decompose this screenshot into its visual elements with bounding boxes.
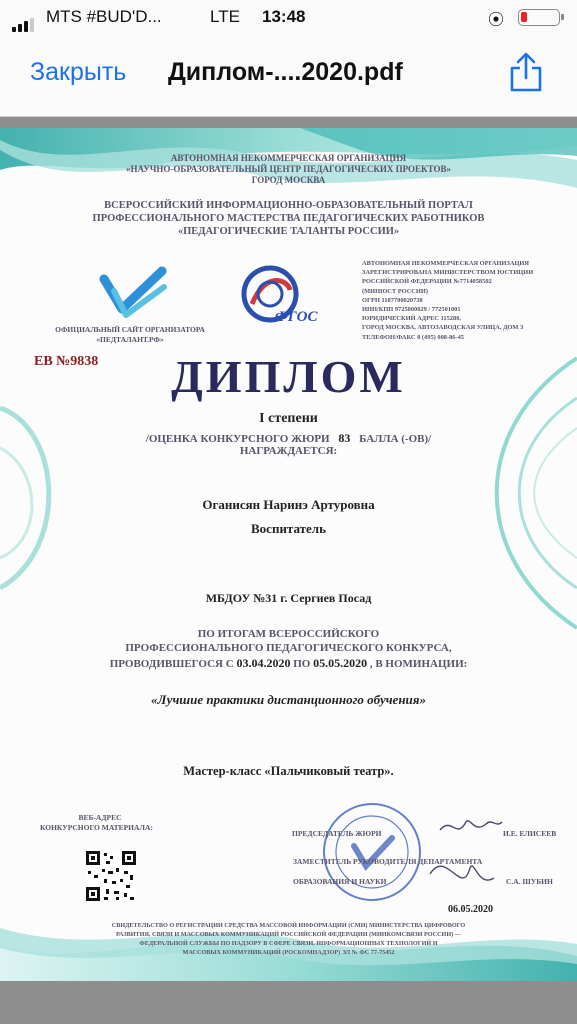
awarded-label: НАГРАЖДАЕТСЯ: — [239, 445, 338, 457]
footer-line: РАЗВИТИЯ, СВЯЗИ И МАССОВЫХ КОММУНИКАЦИЙ РОССИЙСКОЙ ФЕДЕРАЦИИ (МИНКОМСВЯЗИ РОССИИ) — — [116, 931, 461, 938]
degree: I степени — [259, 411, 318, 426]
deputy-line-2: ОБРАЗОВАНИЯ И НАУКИ — [293, 877, 387, 886]
registration-line: ТЕЛЕФОН/ФАКС 8 (495) 008-86-45 — [362, 333, 464, 341]
recipient-name: Оганисян Наринэ Артуровна — [202, 497, 375, 512]
deputy-line-1: ЗАМЕСТИТЕЛЬ РУКОВОДИТЕЛЯ ДЕПАРТАМЕНТА — [293, 857, 483, 866]
institution: МБДОУ №31 г. Сергиев Посад — [205, 591, 372, 605]
held-mid: ПО — [293, 658, 311, 670]
footer-line: МАССОВЫХ КОММУНИКАЦИЙ (РОСКОМНАДЗОР) ЭЛ № ФС 77-75452 — [182, 949, 395, 956]
portal-line-2: ПРОФЕССИОНАЛЬНОГО МАСТЕРСТВА ПЕДАГОГИЧЕСКИХ РАБОТНИКОВ — [92, 213, 485, 224]
registration-line: (МИНЮСТ РОССИИ) — [362, 287, 428, 295]
document-viewer-background — [0, 981, 577, 1024]
date-to: 05.05.2020 — [313, 656, 368, 670]
registration-line: ЗАРЕГИСТРИРОВАНА МИНИСТЕРСТВОМ ЮСТИЦИИ — [362, 269, 534, 277]
organization-line-1: АВТОНОМНАЯ НЕКОММЕРЧЕСКАЯ ОРГАНИЗАЦИЯ — [170, 153, 407, 163]
media-registration-footer — [0, 921, 577, 957]
web-address-label-2: КОНКУРСНОГО МАТЕРИАЛА: — [40, 823, 153, 832]
registration-line: ОГРН 1187700020738 — [362, 296, 423, 304]
score-prefix: /ОЦЕНКА КОНКУРСНОГО ЖЮРИ — [145, 433, 330, 445]
held-suffix: , В НОМИНАЦИИ: — [369, 658, 468, 670]
registration-line: ГОРОД МОСКВА, АВТОЗАВОДСКАЯ УЛИЦА, ДОМ 3 — [362, 324, 524, 332]
organization-line-2: «НАУЧНО-ОБРАЗОВАТЕЛЬНЫЙ ЦЕНТР ПЕДАГОГИЧЕСКИХ ПРОЕКТОВ» — [126, 164, 451, 174]
contest-line-1: ПО ИТОГАМ ВСЕРОССИЙСКОГО — [197, 628, 380, 640]
signature-date: 06.05.2020 — [448, 904, 493, 915]
contest-dates-line — [0, 656, 577, 671]
document-title: Диплом-....2020.pdf — [168, 58, 403, 86]
carrier-name: MTS #BUD'D... — [46, 7, 162, 26]
decorative-background — [0, 128, 577, 981]
score-suffix: БАЛЛА (-ОВ)/ — [359, 433, 432, 445]
portal-line-1: ВСЕРОССИЙСКИЙ ИНФОРМАЦИОННО-ОБРАЗОВАТЕЛЬНЫЙ ПОРТАЛ — [104, 200, 473, 211]
site-name: «ПЕДТАЛАНТ.РФ» — [96, 335, 164, 344]
orientation-lock-icon: ⦿ — [488, 12, 505, 29]
share-icon[interactable] — [506, 50, 546, 99]
pdf-page[interactable] — [0, 128, 577, 981]
registration-line: ИНН/КПП 9725000029 / 772501001 — [362, 306, 461, 314]
web-address-label-1: ВЕБ-АДРЕС — [78, 813, 122, 822]
close-button[interactable]: Закрыть — [30, 58, 127, 86]
chair-label: ПРЕДСЕДАТЕЛЬ ЖЮРИ — [292, 829, 382, 838]
signal-icon — [12, 12, 36, 32]
score-value: 83 — [338, 431, 351, 445]
held-prefix: ПРОВОДИВШЕГОСЯ С — [109, 658, 234, 670]
organization-line-3: ГОРОД МОСКВА — [251, 175, 326, 185]
registration-details — [362, 259, 577, 342]
score-line — [0, 431, 577, 446]
official-site-label: ОФИЦИАЛЬНЫЙ САЙТ ОРГАНИЗАТОРА — [55, 325, 205, 334]
competition-work: Мастер-класс «Пальчиковый театр». — [183, 764, 394, 778]
footer-line: ФЕДЕРАЛЬНОЙ СЛУЖБЫ ПО НАДЗОРУ В СФЕРЕ СВЯЗИ, ИНФОРМАЦИОННЫХ ТЕХНОЛОГИЙ И — [139, 940, 438, 947]
status-bar — [0, 0, 577, 36]
registration-line: АВТОНОМНАЯ НЕКОММЕРЧЕСКАЯ ОРГАНИЗАЦИЯ — [362, 260, 529, 267]
contest-line-2: ПРОФЕССИОНАЛЬНОГО ПЕДАГОГИЧЕСКОГО КОНКУРСА, — [125, 642, 452, 654]
date-from: 03.04.2020 — [236, 656, 291, 670]
navigation-bar — [0, 36, 577, 117]
recipient-position: Воспитатель — [251, 521, 326, 536]
diploma-title: ДИПЛОМ — [171, 351, 406, 402]
footer-line: СВИДЕТЕЛЬСТВО О РЕГИСТРАЦИИ СРЕДСТВА МАССОВОЙ ИНФОРМАЦИИ (СМИ) МИНИСТЕРСТВА ЦИФРОВОГО — [111, 922, 466, 929]
nomination: «Лучшие практики дистанционного обучения» — [151, 692, 426, 707]
clock: 13:48 — [262, 7, 306, 26]
fgos-logo-text: ФГОС — [275, 309, 318, 325]
network-type: LTE — [210, 7, 240, 26]
battery-low-icon — [518, 9, 560, 26]
registration-line: РОССИЙСКОЙ ФЕДЕРАЦИИ №7714058502 — [362, 278, 492, 286]
portal-line-3: «ПЕДАГОГИЧЕСКИЕ ТАЛАНТЫ РОССИИ» — [177, 226, 400, 237]
deputy-name: С.А. ШУБИН — [506, 877, 553, 886]
registration-line: ЮРИДИЧЕСКИЙ АДРЕС 115280, — [362, 315, 461, 323]
chair-name: И.Е. ЕЛИСЕЕВ — [503, 829, 557, 838]
diploma-number: ЕВ №9838 — [34, 354, 99, 369]
